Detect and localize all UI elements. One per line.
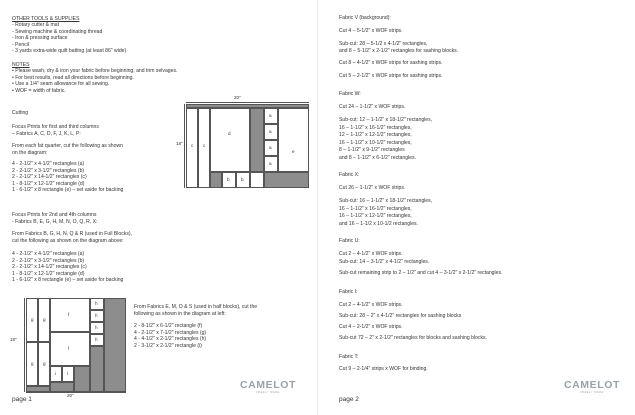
piece-g: g bbox=[38, 298, 50, 342]
fabric-title: Fabric U: bbox=[339, 238, 360, 244]
piece-a: a bbox=[264, 124, 278, 140]
section3-item: 2 - 8-1/2" x 6-1/2" rectangle (f) bbox=[134, 323, 203, 329]
supply-item: - Sewing machine & coordinating thread bbox=[12, 28, 103, 35]
fabric-title: Fabric W: bbox=[339, 91, 361, 97]
piece-h: h bbox=[90, 334, 104, 346]
section2-heading: Focus Prints for 2nd and 4th columns bbox=[12, 212, 97, 218]
section2-item: 2 - 2-1/2" x 14-1/2" rectangles (c) bbox=[12, 264, 87, 271]
fabric-line: Cut 4 – 5-1/2" x WOF strips. bbox=[339, 28, 403, 34]
piece-e: e bbox=[278, 108, 309, 172]
fabric-line: Cut 4 – 2-1/2" x WOF strips. bbox=[339, 324, 403, 330]
fabric-line: Cut 2 – 4-1/2" x WOF strips. bbox=[339, 302, 403, 308]
piece-a: a bbox=[264, 156, 278, 172]
section1-heading: Focus Prints for first and third columns bbox=[12, 124, 99, 130]
notes-title: NOTES bbox=[12, 62, 30, 68]
fabric-line: Sub-cut remaining strip to 2 – 1/2" and cut 4 – 3-1/2" x 2-1/2" rectangles. bbox=[339, 270, 503, 276]
piece-c: c bbox=[198, 108, 210, 188]
fabric-line: Cut 9 – 2-1/4" strips x WOF for binding. bbox=[339, 366, 428, 372]
fabric-line: Cut 2 – 4-1/2" x WOF strips. bbox=[339, 251, 403, 257]
page-2 bbox=[318, 0, 635, 415]
height-dimension-line bbox=[184, 104, 185, 188]
fabric-line: 12 – 1-1/2" x 12-1/2" rectangles, bbox=[339, 132, 412, 138]
supplies-title: OTHER TOOLS & SUPPLIES bbox=[12, 16, 80, 22]
piece-i: i bbox=[62, 366, 74, 382]
note-item: • Please wash, dry & iron your fabric before beginning, and trim selvages. bbox=[12, 68, 178, 75]
supply-item: - Pencil bbox=[12, 41, 29, 48]
diagram-width-label: 20" bbox=[67, 393, 74, 398]
fabric-line: Sub-cut: 14 – 3-1/2" x 4-1/2" rectangles. bbox=[339, 259, 430, 265]
piece-h: h bbox=[90, 322, 104, 334]
fabric-line: Sub-cut: 28 – 5-1/2 x 4-1/2" rectangles, bbox=[339, 41, 428, 47]
piece-f: f bbox=[50, 298, 90, 332]
section1-item: 2 - 2-1/2" x 14-1/2" rectangles (c) bbox=[12, 174, 87, 181]
height-dimension-line bbox=[24, 298, 25, 392]
fabric-line: 8 – 1-1/2" x 9-1/2" rectangles bbox=[339, 147, 405, 153]
piece-g: g bbox=[26, 298, 38, 342]
section3-intro: following as shown in the diagram at left: bbox=[134, 310, 226, 317]
piece-g: g bbox=[26, 342, 38, 386]
waste-block bbox=[250, 108, 264, 172]
section3-intro: From Fabrics E, M, O & S (used in half blocks), cut the bbox=[134, 304, 258, 310]
fabric-line: and 8 – 5-1/2" x 2-1/2" rectangles for sashing blocks. bbox=[339, 47, 459, 54]
fabric-line: 16 – 1-1/2" x 10-1/2" rectangles, bbox=[339, 139, 412, 146]
camelot-logo: CAMELOT FREELY MADE bbox=[239, 379, 297, 394]
width-dimension-line bbox=[26, 392, 126, 393]
piece-g: g bbox=[38, 342, 50, 386]
supply-item: - Rotary cutter & mat bbox=[12, 22, 59, 29]
fabric-line: Cut 8 – 4-1/2" x WOF strips for sashing strips. bbox=[339, 60, 443, 66]
fabric-title: Fabric T: bbox=[339, 354, 359, 360]
fabric-line: Sub-cut: 12 – 1-1/2" x 18-1/2" rectangles, bbox=[339, 117, 433, 123]
piece-a: a bbox=[264, 140, 278, 156]
section2-heading: - Fabrics B, E, G, H, M, N, O, Q, R, X: bbox=[12, 218, 98, 225]
section1-item: 1 - 8-1/2" x 12-1/2" rectangle (d) bbox=[12, 180, 85, 187]
fabric-line: 16 – 1-1/2" x 12-1/2" rectangles, bbox=[339, 213, 412, 219]
piece-h: h bbox=[90, 298, 104, 310]
fabric-line: Cut 5 – 2-1/2" x WOF strips for sashing strips. bbox=[339, 73, 443, 79]
piece-c: c bbox=[186, 108, 198, 188]
fabric-line: Cut 24 – 1-1/2" x WOF strips. bbox=[339, 104, 406, 110]
waste-block bbox=[104, 298, 126, 392]
piece-b: b bbox=[236, 172, 250, 188]
waste-block bbox=[250, 172, 264, 188]
fabric-line: Sub-cut: 28 – 2" x 4-1/2" rectangles for sashing blocks bbox=[339, 313, 462, 319]
page-number: page 1 bbox=[12, 396, 32, 403]
fabric-line: 16 – 1-1/2" x 16-1/2" rectangles, bbox=[339, 205, 412, 212]
fabric-title: Fabric X: bbox=[339, 172, 360, 178]
note-item: • WOF = width of fabric. bbox=[12, 87, 66, 94]
note-item: • For best results, read all directions before beginning. bbox=[12, 74, 134, 81]
fabric-line: 16 – 1-1/2" x 16-1/2" rectangles, bbox=[339, 124, 412, 131]
section2-item: 1 - 8-1/2" x 12-1/2" rectangle (d) bbox=[12, 270, 85, 277]
fabric-title: Fabric I: bbox=[339, 289, 358, 295]
fabric-line: Cut 26 – 1-1/2" x WOF strips. bbox=[339, 185, 406, 191]
diagram-width-label: 20" bbox=[234, 95, 241, 100]
width-dimension-line bbox=[186, 102, 309, 103]
waste-block bbox=[264, 172, 309, 188]
section1-item: 2 - 2-1/2" x 3-1/2" rectangles (b) bbox=[12, 167, 85, 174]
section2-intro: cut the following as shown on the diagram above: bbox=[12, 237, 124, 244]
cutting-title: Cutting bbox=[12, 110, 29, 116]
diagram-height-label: 18" bbox=[10, 337, 17, 342]
supply-item: - 3 yards extra-wide quilt batting (at least 86" wide) bbox=[12, 48, 127, 54]
waste-block bbox=[50, 382, 74, 392]
section1-intro: on the diagram: bbox=[12, 149, 48, 156]
piece-b: b bbox=[222, 172, 236, 188]
waste-block bbox=[74, 366, 90, 392]
piece-h: h bbox=[90, 310, 104, 322]
supply-item: - Iron & pressing surface bbox=[12, 35, 68, 42]
section1-item: 1 - 6-1/2" x 8 rectangle (e) – set aside for backing bbox=[12, 187, 124, 194]
section3-item: 4 - 4-1/2" x 2-1/2" rectangles (h) bbox=[134, 336, 207, 343]
section2-intro: From Fabrics B, G, H, N, Q & R (used in Full Blocks), bbox=[12, 231, 133, 237]
fabric-line: Sub-cut: 16 – 1-1/2" x 18-1/2" rectangles, bbox=[339, 198, 433, 204]
camelot-logo: CAMELOT FREELY MADE bbox=[563, 379, 621, 394]
fabric-title: Fabric V (background): bbox=[339, 15, 391, 21]
section1-intro: From each fat quarter, cut the following as shown bbox=[12, 143, 123, 149]
piece-f: f bbox=[50, 332, 90, 366]
note-item: • Use a 1/4" seam allowance for all sewing. bbox=[12, 81, 110, 88]
diagram-height-label: 18" bbox=[176, 141, 183, 146]
fabric-line: and 8 – 1-1/2" x 6-1/2" rectangles. bbox=[339, 154, 416, 161]
piece-a: a bbox=[264, 108, 278, 124]
section1-item: 4 - 2-1/2" x 4-1/2" rectangles (a) bbox=[12, 161, 85, 167]
section2-item: 2 - 2-1/2" x 3-1/2" rectangles (b) bbox=[12, 257, 85, 264]
piece-d: d bbox=[210, 108, 250, 172]
page-number: page 2 bbox=[339, 396, 359, 403]
section2-item: 4 - 2-1/2" x 4-1/2" rectangles (a) bbox=[12, 251, 85, 257]
piece-i: i bbox=[50, 366, 62, 382]
waste-strip bbox=[26, 386, 50, 392]
section3-item: 2 - 3-1/2" x 2-1/2" rectangle (i) bbox=[134, 342, 202, 349]
page-1 bbox=[0, 0, 317, 415]
section2-item: 1 - 6-1/2" x 8 rectangle (e) – set aside for backing bbox=[12, 277, 124, 284]
section3-item: 4 - 2-1/2" x 7-1/2" rectangles (g) bbox=[134, 329, 207, 336]
waste-block bbox=[210, 172, 222, 188]
waste-block bbox=[90, 346, 104, 392]
fabric-line: Sub-cut 72 – 2" x 2-1/2" rectangles for blocks and sashing blocks. bbox=[339, 335, 488, 341]
fabric-line: and 16 – 1-1/2 x 10-1/2 rectangles. bbox=[339, 220, 419, 227]
section1-heading: – Fabrics A, C, D, F, J, K, L, P: bbox=[12, 130, 81, 137]
